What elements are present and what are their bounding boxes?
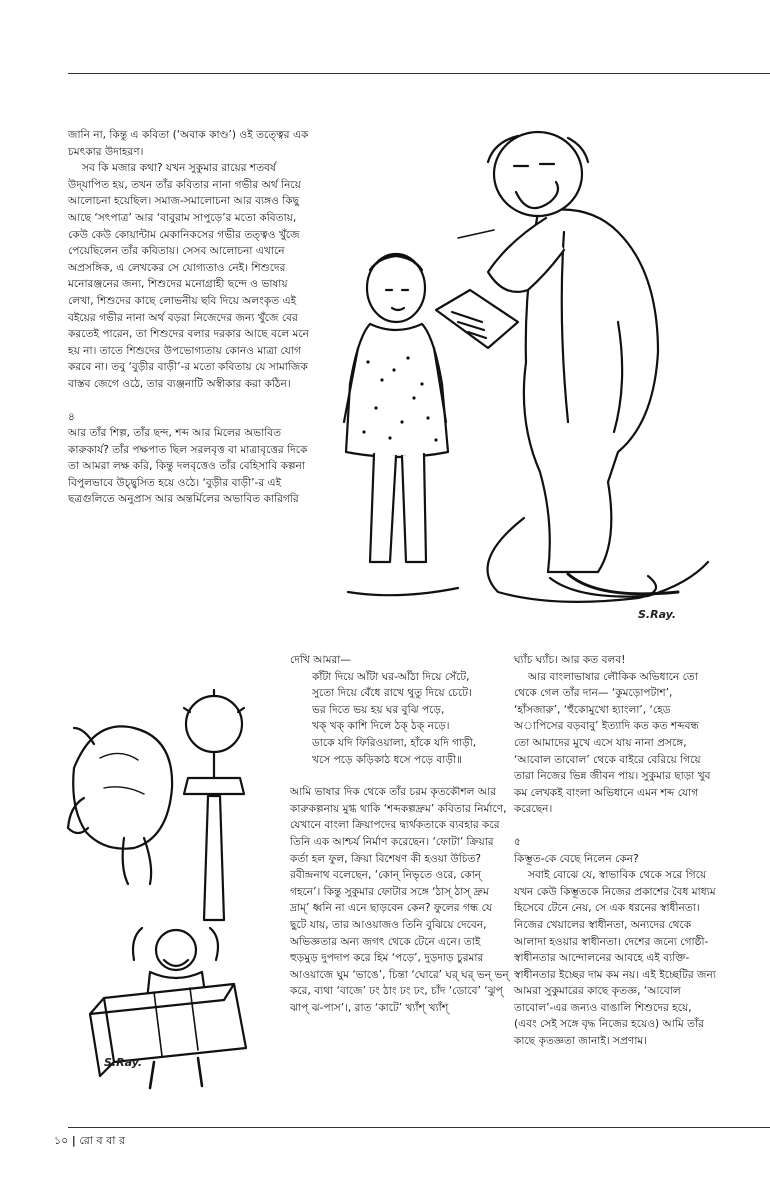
paragraph: আর তাঁর শিল্প, তাঁর ছন্দ, শব্দ আর মিলের অভাবিত কারুকার্য? তাঁর পক্ষপাত ছিল সরলবৃত্ত বা মাত্রাবৃত্তের দিকে তা আমরা লক্ষ করি, কিন্তু দলবৃত্তেও তাঁর বেহিসাবি কল্পনা বিপুলভাবে উচ্ছ্বসিত হয়ে ওঠে। ‘বুড়ীর বাড়ী’-র এই ছত্রগুলিতে অনুপ্রাস আর অন্তর্মিলের অভাবিত কারিগরি xyxy=(68,427,308,506)
paragraph: সব কি মজার কথা? যখন সুকুমার রায়ের শতবর্ষ উদ্‌যাপিত হয়, তখন তাঁর কবিতার নানা গভীর অর্থ নিয়ে আলোচনা হয়েছিল। সমাজ-সমালোচনা আর ব্যঙ্গও কিছু আছে ‘সৎপাত্র’ আর ‘বাবুরাম সাপুড়ে’র মতো কবিতায়, কেউ কেউ কোয়ান্টাম মেকানিকসের গভীর তত্ত্বও খুঁজে পেয়েছিলেন তাঁর কবিতায়। সেসব আলোচনা এখানে অপ্রসঙ্গিক, এ লেখকের সে যোগ্যতাও নেই। শিশুদের মনোরঞ্জনের জন্য, শিশুদের মনোগ্রাহী ছন্দে ও ভাষায় লেখা, শিশুদের কাছে লোভনীয় ছবি দিয়ে অলংকৃত এই বইয়ের গভীর নানা অর্থ বড়রা নিজেদের জন্য খুঁজে বের করতেই পারেন, তা শিশুদের বলার দরকার আছে বলে মনে হয় না। তাতে শিশুদের উপভোগ্যতায় কোনও মাত্রা যোগ করবে না। তবু ‘বুড়ীর বাড়ী’-র মতো কবিতায় যে সামাজিক বাস্তব জেগে ওঠে, তার ব্যঞ্জনাটি অস্বীকার করা কঠিন। xyxy=(68,162,309,390)
footer-separator: | xyxy=(71,1134,76,1147)
paragraph: আমি ভাষার দিক থেকে তাঁর চরম কৃতকৌশল আর কারুকল্পনায় মুগ্ধ থাকি ‘শব্দকল্পদ্রুম’ কবিতার নির্মাণে, যেখানে বাংলা ক্রিয়াপদের দ্ব্যর্থকতাকে ব্যবহার করে তিনি এক আশ্চর্য নির্মাণ করেছেন। ‘ফোটা’ ক্রিয়ার কর্তা হল ফুল, ক্রিয়া বিশেষণ কী হওয়া উচিত? রবীন্দ্রনাথ বলেছেন, ‘কোন্‌ নিভৃতে ওরে, কোন্‌ গহনে’। কিন্তু সুকুমার ফোটার সঙ্গে ‘ঠাস্‌ ঠাস্‌ দ্রুম দ্রাম্‌’ ধ্বনি না এনে ছাড়বেন কেন? ফুলের গন্ধ যে ছুটে যায়, তার আওয়াজও তিনি বুঝিয়ে দেবেন, অভিজ্ঞতার অন্য জগৎ থেকে টেনে এনে। তাই হুড়মুড় দুপদাপ করে হিম ‘পড়ে’, দুড়দাড় চুরমার আওয়াজে ঘুম ‘ভাঙে’, চিন্তা ‘ঘোরে’ ঘর্‌ ঘর্‌ ভন্‌ ভন্‌ করে, ব্যথা ‘বাজে’ ঢং ঠাং ঢং ঢং, চাঁদ ‘ডোবে’ ‘ঝুপ্‌ ঝাপ্‌ ঝ-পাস’।, রাত ‘কাটে’ খ্যাঁশ্‌ খ্যাঁশ্‌ xyxy=(290,786,509,1014)
illustration-boy-and-old-man xyxy=(318,122,714,628)
poem-quote xyxy=(290,669,510,769)
paragraph: দেখি আমরা— xyxy=(290,654,351,666)
article-column-2 xyxy=(290,652,510,1016)
poem-line: কাঁটা দিয়ে আঁটা ঘর-আঁঠা দিয়ে সেঁটে, xyxy=(312,670,470,683)
magazine-name: রো ব বা র xyxy=(79,1134,126,1147)
article-column-3 xyxy=(514,652,716,1050)
paragraph: জানি না, কিন্তু এ কবিতা (‘অবাক কাণ্ড’) ওই তত্ত্বের এক চমৎকার উদাহরণ। xyxy=(68,129,309,158)
illustration-strongman xyxy=(64,688,286,1096)
poem-line: ভর দিতে ভয় হয় ঘর বুঝি পড়ে, xyxy=(312,703,445,716)
paragraph: সবাই বোঝে যে, স্বাভাবিক থেকে সরে গিয়ে যখন কেউ কিম্ভূতকে নিজের প্রকাশের বৈধ মাধ্যম হিসেবে টেনে নেয়, সে এক ধরনের স্বাধীনতা। নিজের খেয়ালের স্বাধীনতা, অন্যদের থেকে আলাদা হওয়ার স্বাধীনতা। দেশের জন্যে গোষ্ঠী-স্বাধীনতার আন্দোলনের আবহে এই ব্যক্তি-স্বাধীনতার ইচ্ছের দাম কম নয়। এই ইচ্ছেটির জন্য আমরা সুকুমারের কাছে কৃতজ্ঞ, ‘আবোল তাবোল’-এর জন্যও বাঙালি শিশুদের হয়ে, (এবং সেই সঙ্গে বৃদ্ধ নিজের হয়েও) আমি তাঁর কাছে কৃতজ্ঞতা জানাই। সপ্রণাম। xyxy=(514,869,716,1048)
page-number: ১০ xyxy=(54,1134,69,1147)
paragraph: ঘ্যাঁচ ঘ্যাঁচ। আর কত বলব! xyxy=(514,654,626,666)
illustration-signature: S.Ray. xyxy=(104,1056,142,1069)
paragraph: আর বাংলাভাষার লৌকিক অভিধানে তো থেকে গেল তাঁর দান— ‘কুমড়োপটাশ’, ‘হাঁসজারু’, ‘হুঁকোমুখো হ্যাংলা’, ‘হেড অাপিসের বড়বাবু’ ইত্যাদি কত কত শব্দবন্ধ তো আমাদের মুখে এসে যায় নানা প্রসঙ্গে, ‘আবোল তাবোল’ থেকে বাইরে বেরিয়ে গিয়ে তারা নিজের ভিন্ন জীবন পায়। সুকুমার ছাড়া খুব কম লেখকই বাংলা অভিধানে এমন শব্দ যোগ করেছেন। xyxy=(514,670,711,816)
top-rule xyxy=(68,73,770,74)
illustration-signature: S.Ray. xyxy=(638,608,676,621)
section-number: ৫ xyxy=(514,835,521,848)
poem-line: খসে পড়ে কড়িকাঠ ধসে পড়ে বাড়ী॥ xyxy=(312,753,462,766)
section-number: ৪ xyxy=(68,410,75,423)
poem-line: সুতো দিয়ে বেঁধে রাখে থুতু দিয়ে চেটে। xyxy=(312,687,472,700)
poem-line: খক্‌ খক্‌ কাশি দিলে ঠক্‌ ঠক্‌ নড়ে। xyxy=(312,720,450,733)
page-footer xyxy=(54,1132,125,1151)
paragraph: কিম্ভূত-কে বেছে নিলেন কেন? xyxy=(514,852,639,865)
poem-line: ডাকে যদি ফিরিওয়ালা, হাঁকে যদি গাড়ী, xyxy=(312,736,477,749)
bottom-rule xyxy=(68,1127,770,1128)
article-column-1 xyxy=(68,127,312,508)
